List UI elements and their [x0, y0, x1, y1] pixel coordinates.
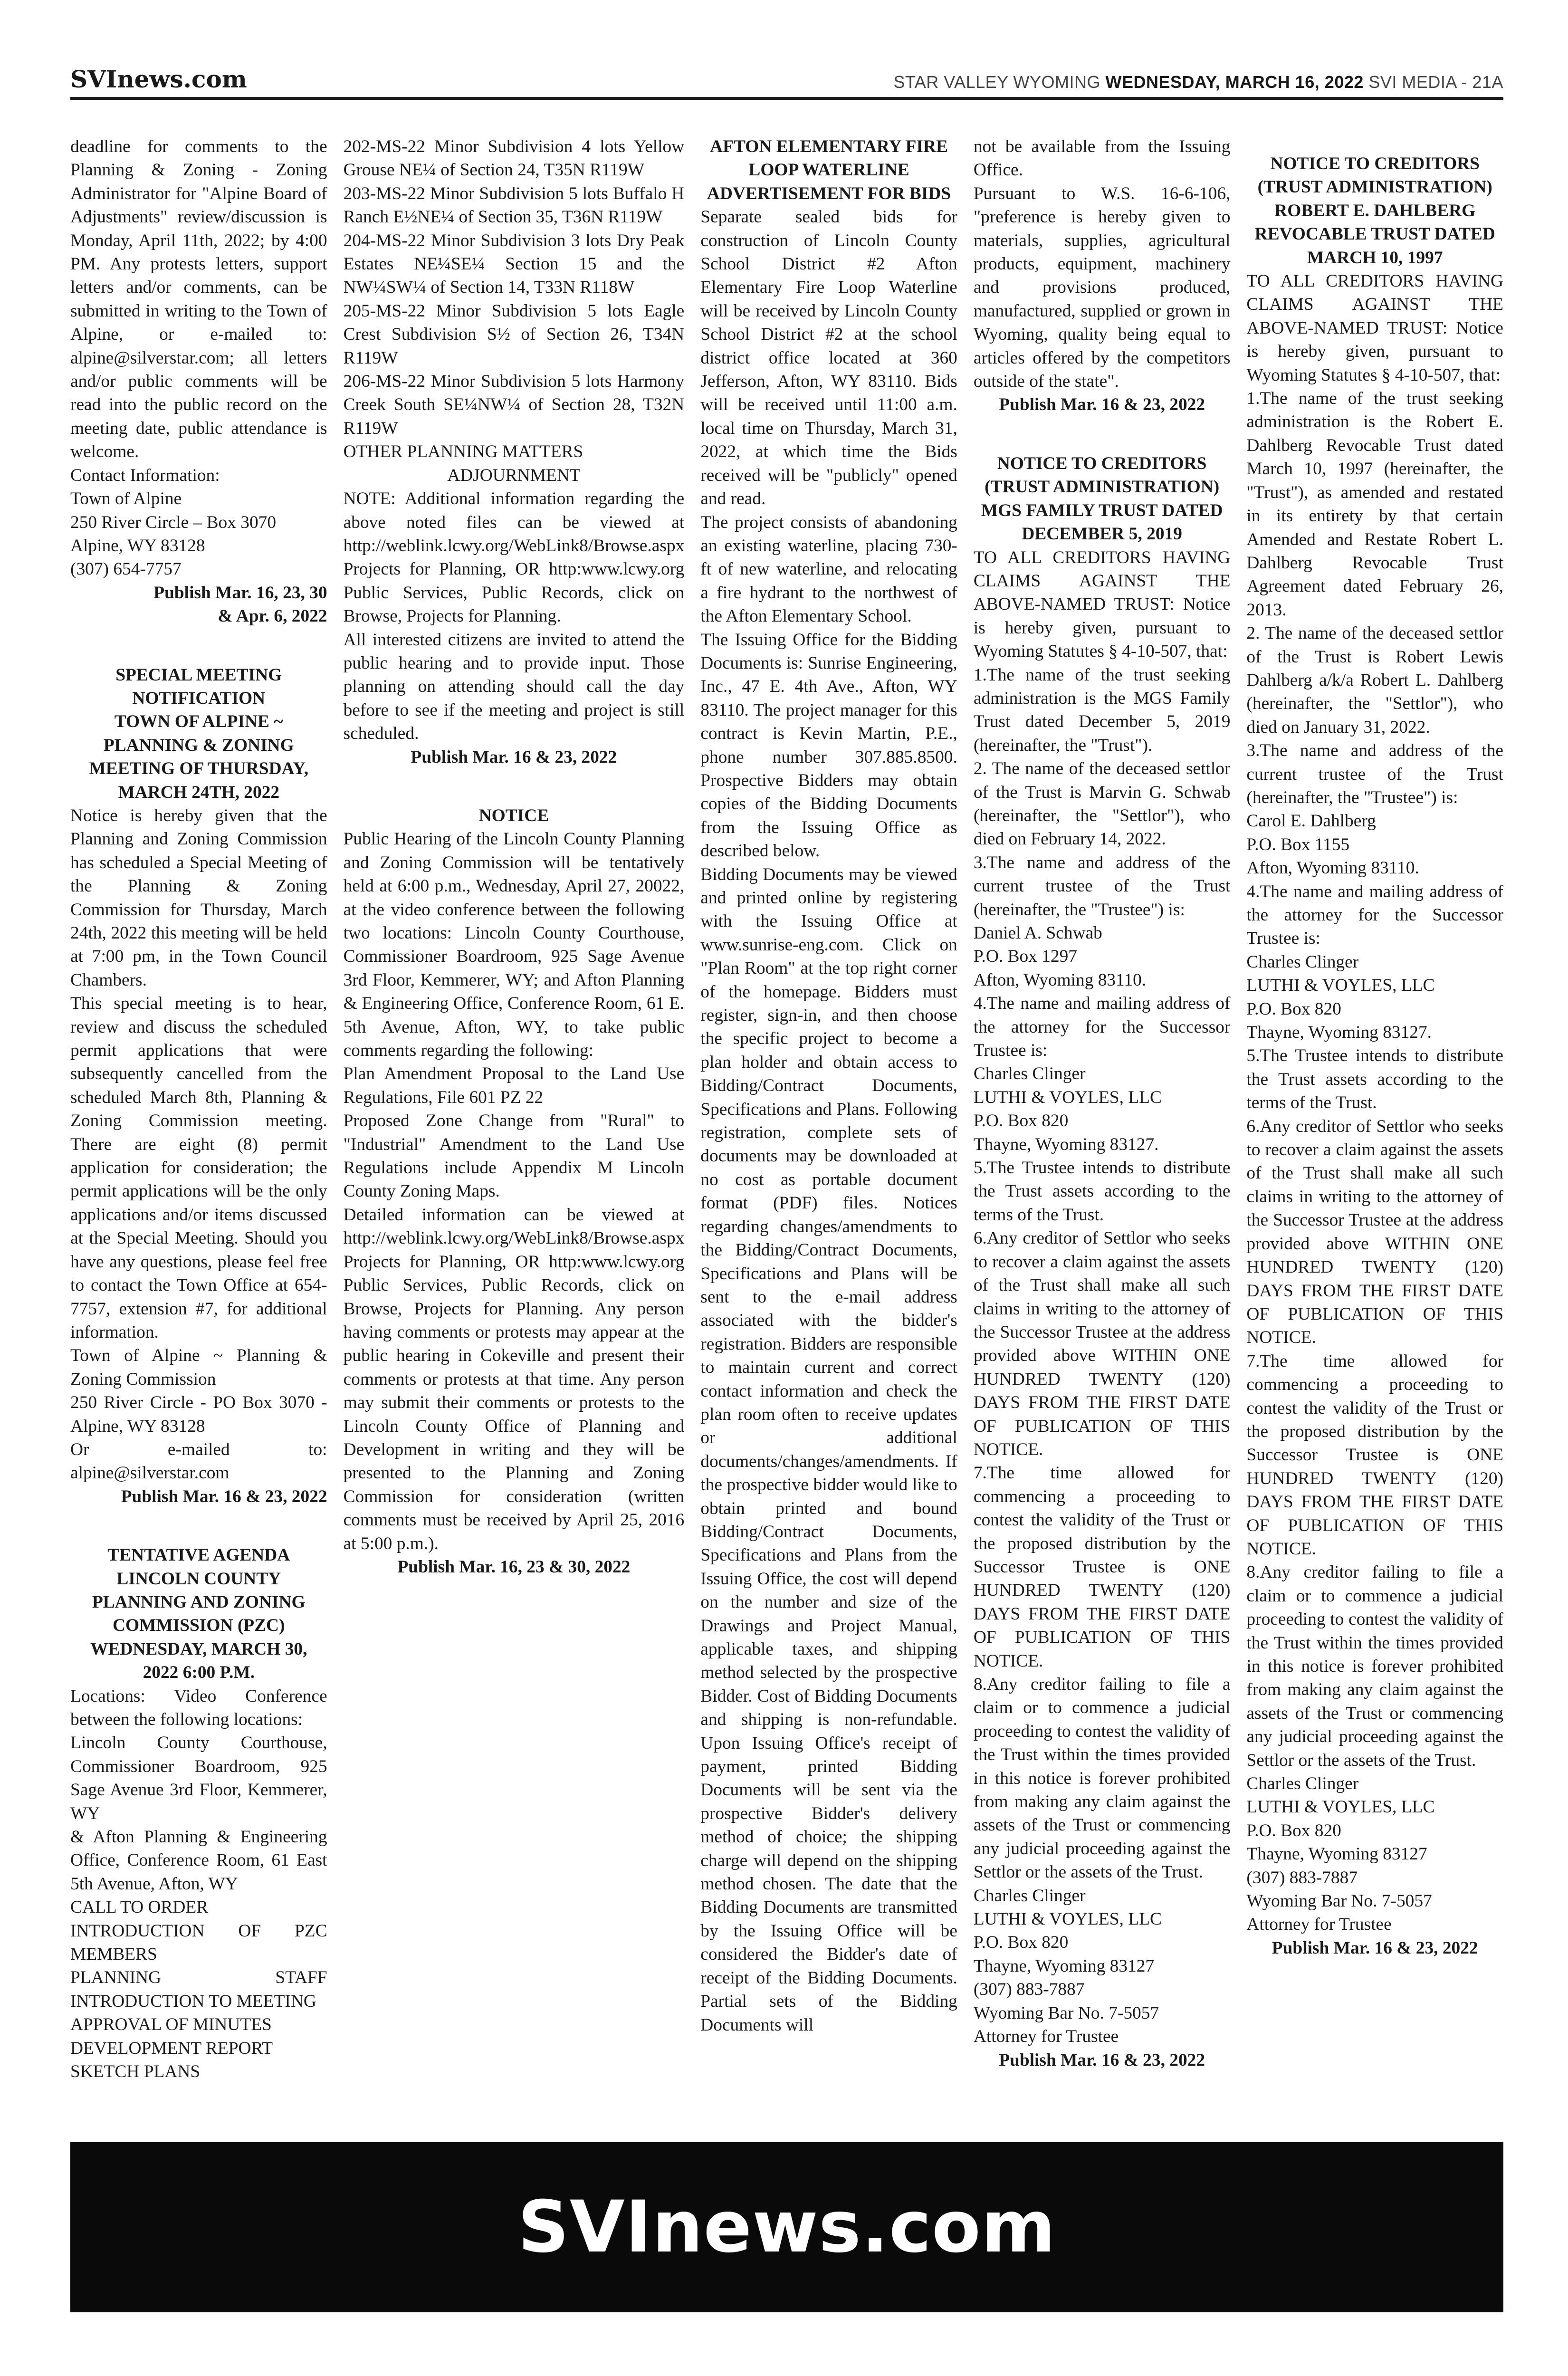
- notice-paragraph: LUTHI & VOYLES, LLC: [973, 1087, 1162, 1107]
- notice-paragraph: Contact Information:: [70, 465, 220, 485]
- notice-heading: NOTICE TO CREDITORS: [997, 453, 1207, 473]
- publish-dates: Publish Mar. 16 & 23, 2022: [121, 1486, 327, 1506]
- notice-heading: WEDNESDAY, MARCH 30,: [90, 1639, 307, 1659]
- notice-heading: REVOCABLE TRUST DATED: [1254, 224, 1495, 244]
- notice-paragraph: Bidding Documents may be viewed and printed online by registering with the Issuing Office at www.sunrise-eng.com. Click on "Plan Room" at the top right corner of the homepage. Bidders must register, sign-in, and then choose the specific project to become a plan holder and obtain access to Bidding/Contract Documents, Specifications and Plans. Following registration, complete sets of documents may be downloaded at no cost as portable document format (PDF) files. Notices regarding changes/amendments to the Bidding/Contract Documents, Specifications and Plans will be sent to the e-mail address associated with the bidder's registration. Bidders are responsible to maintain current and correct contact information and check the plan room often to receive updates or additional documents/changes/amendments. If the prospective bidder would like to obtain printed and bound Bidding/Contract Documents, Specifications and Plans from the Issuing Office, the cost will depend on the number and size of the Drawings and Project Manual, applicable taxes, and shipping method selected by the prospective Bidder. Cost of Bidding Documents and shipping is non-refundable. Upon Issuing Office's receipt of payment, printed Bidding Documents will be sent via the prospective Bidder's delivery method of choice; the shipping charge will depend on the shipping method chosen. The date that the Bidding Documents are transmitted by the Issuing Office will be considered the Bidder's date of receipt of the Bidding Documents. Partial sets of the Bidding Documents will: [700, 864, 957, 2035]
- notice-paragraph: Afton, Wyoming 83110.: [1246, 858, 1419, 878]
- notice-paragraph: PLANNING STAFF INTRODUCTION TO MEETING: [70, 1968, 327, 2011]
- notice-paragraph: (307) 883-7887: [1246, 1868, 1358, 1887]
- notice-separator: [70, 1508, 327, 1543]
- notice-paragraph: 202-MS-22 Minor Subdivision 4 lots Yellow Grouse NE¼ of Section 24, T35N R119W: [343, 137, 685, 180]
- notice-paragraph: Thayne, Wyoming 83127.: [973, 1134, 1159, 1154]
- notice-paragraph: Detailed information can be viewed at http://weblink.lcwy.org/WebLink8/Browse.aspx Projects for Planning, OR http:www.lcwy.org Public Services, Public Records, click on Browse, Projects for Planning. Any person having comments or protests may appear at the public hearing in Cokeville and present their comments or protests at that time. Any person may submit their comments or protests to the Lincoln County Office of Planning and Development in writing and they will be presented to the Planning and Zoning Commission for consideration (written comments must be received by April 25, 2016 at 5:00 p.m.).: [343, 1205, 685, 1553]
- notice-paragraph: 204-MS-22 Minor Subdivision 3 lots Dry Peak Estates NE¼SE¼ Section 15 and the NW¼SW¼ of Section 14, T33N R118W: [343, 230, 685, 297]
- notice-paragraph: LUTHI & VOYLES, LLC: [973, 1909, 1162, 1929]
- notice-paragraph: Carol E. Dahlberg: [1246, 811, 1376, 831]
- publish-dates: Publish Mar. 16 & 23, 2022: [411, 747, 617, 767]
- notice-paragraph: 6.Any creditor of Settlor who seeks to recover a claim against the assets of the Trust shall make all such claims in writing to the attorney of the Successor Trustee at the address provided above WITHIN ONE HUNDRED TWENTY (120) DAYS FROM THE FIRST DATE OF PUBLICATION OF THIS NOTICE.: [1246, 1116, 1503, 1348]
- notice-paragraph: CALL TO ORDER: [70, 1897, 209, 1917]
- legal-notices-columns: [70, 135, 1503, 2082]
- notice-heading: LINCOLN COUNTY: [116, 1569, 281, 1589]
- notice-paragraph: 250 River Circle - PO Box 3070 - Alpine, WY 83128: [70, 1393, 327, 1436]
- notice-paragraph: 3.The name and address of the current trustee of the Trust (hereinafter, the "Trustee") is:: [973, 853, 1231, 920]
- publish-dates: & Apr. 6, 2022: [218, 606, 327, 626]
- notice-paragraph: 1.The name of the trust seeking administration is the Robert E. Dahlberg Revocable Trust dated March 10, 1997 (hereinafter, the "Trust"), as amended and restated in its entirety by that certain Amended and Restate Robert L. Dahlberg Revocable Trust Agreement dated February 26, 2013.: [1246, 389, 1503, 620]
- notice-heading: TENTATIVE AGENDA: [107, 1545, 290, 1565]
- notice-paragraph: 2. The name of the deceased settlor of the Trust is Robert Lewis Dahlberg a/k/a Robert L. Dahlberg (hereinafter, the "Settlor"), who died on January 31, 2022.: [1246, 623, 1503, 737]
- notice-heading: 2022 6:00 P.M.: [143, 1663, 255, 1683]
- notice-paragraph: Notice is hereby given that the Planning and Zoning Commission has scheduled a Special Meeting of the Planning & Zoning Commission for Thursday, March 24th, 2022 this meeting will be held at 7:00 pm, in the Town Council Chambers.: [70, 805, 327, 990]
- notice-paragraph: 8.Any creditor failing to file a claim or to commence a judicial proceeding to contest the validity of the Trust within the times provided in this notice is forever prohibited from making any claim against the assets of the Trust or commencing any judicial proceeding against the Settlor or the assets of the Trust.: [1246, 1562, 1503, 1770]
- notice-paragraph: TO ALL CREDITORS HAVING CLAIMS AGAINST THE ABOVE-NAMED TRUST: Notice is hereby given, pursuant to Wyoming Statutes § 4-10-507, that:: [1246, 271, 1503, 385]
- notice-paragraph: Wyoming Bar No. 7-5057: [973, 2003, 1159, 2023]
- notice-paragraph: (307) 883-7887: [973, 1980, 1085, 2000]
- notice-paragraph: The project consists of abandoning an existing waterline, placing 730-ft of new waterline, and relocating a fire hydrant to the northwest of the Afton Elementary School.: [700, 512, 957, 626]
- page-masthead: [70, 64, 1503, 100]
- column-5: [1246, 135, 1503, 2084]
- notice-heading: ROBERT E. DAHLBERG: [1274, 201, 1476, 220]
- notice-paragraph: Charles Clinger: [973, 1886, 1086, 1906]
- notice-heading: MARCH 24TH, 2022: [118, 782, 280, 802]
- publish-dates: Publish Mar. 16 & 23, 2022: [1272, 1938, 1478, 1958]
- notice-heading: NOTICE TO CREDITORS: [1270, 154, 1480, 173]
- notice-paragraph: deadline for comments to the Planning & Zoning - Zoning Administrator for "Alpine Board of Adjustments" review/discussion is Monday, April 11th, 2022; by 4:00 PM. Any protests letters, support letters and/or comments, can be submitted in writing to the Town of Alpine, or e-mailed to: alpine@silverstar.com; all letters and/or public comments will be read into the public record on the meeting date, public attendance is welcome.: [70, 137, 327, 462]
- banner-site-name[interactable]: SVInews.com: [517, 2186, 1056, 2269]
- notice-heading: PLANNING AND ZONING: [92, 1592, 306, 1612]
- notice-paragraph: Public Hearing of the Lincoln County Planning and Zoning Commission will be tentatively held at 6:00 p.m., Wednesday, April 27, 20022, at the video conference between the following two locations: Lincoln County Courthouse, Commissioner Boardroom, 925 Sage Avenue 3rd Floor, Kemmerer, WY; and Afton Planning & Engineering Office, Conference Room, 61 E. 5th Avenue, Afton, WY, to take public comments regarding the following:: [343, 829, 685, 1061]
- notice-paragraph: LUTHI & VOYLES, LLC: [1246, 976, 1435, 996]
- notice-heading: DECEMBER 5, 2019: [1022, 524, 1182, 544]
- notice-paragraph: Proposed Zone Change from "Rural" to "Industrial" Amendment to the Land Use Regulations include Appendix M Lincoln County Zoning Maps.: [343, 1111, 685, 1201]
- notice-heading: MGS FAMILY TRUST DATED: [981, 500, 1223, 520]
- notice-paragraph: Daniel A. Schwab: [973, 923, 1102, 943]
- notice-paragraph: 2. The name of the deceased settlor of the Trust is Marvin G. Schwab (hereinafter, the "Settlor"), who died on February 14, 2022.: [973, 759, 1231, 849]
- agenda-item: ADJOURNMENT: [447, 465, 581, 485]
- dateline-location: STAR VALLEY WYOMING: [893, 72, 1106, 92]
- notice-paragraph: 1.The name of the trust seeking administration is the MGS Family Trust dated December 5, 2019 (hereinafter, the "Trust").: [973, 665, 1231, 755]
- notice-paragraph: 250 River Circle – Box 3070: [70, 512, 277, 532]
- column-2: [344, 135, 685, 2084]
- notice-paragraph: Locations: Video Conference between the following locations:: [70, 1686, 327, 1729]
- notice-paragraph: 5.The Trustee intends to distribute the Trust assets according to the terms of the Trust.: [973, 1158, 1231, 1225]
- notice-paragraph: P.O. Box 820: [1246, 999, 1341, 1019]
- notice-heading: (TRUST ADMINISTRATION): [985, 477, 1220, 497]
- publish-dates: Publish Mar. 16, 23, 30: [153, 583, 327, 603]
- notice-paragraph: P.O. Box 1155: [1246, 834, 1350, 854]
- notice-separator: [974, 417, 1231, 452]
- notice-paragraph: Charles Clinger: [973, 1064, 1086, 1084]
- notice-paragraph: 3.The name and address of the current trustee of the Trust (hereinafter, the "Trustee") is:: [1246, 741, 1503, 807]
- notice-heading: TOWN OF ALPINE ~: [114, 712, 283, 732]
- notice-heading: MARCH 10, 1997: [1307, 248, 1443, 268]
- notice-paragraph: This special meeting is to hear, review and discuss the scheduled permit applications that were subsequently cancelled from the scheduled March 8th, Planning & Zoning Commission meeting. There are eight (8) permit application for consideration; the permit applications will be the only applications and/or items discussed at the Special Meeting. Should you have any questions, please feel free to contact the Town Office at 654-7757, extension #7, for additional information.: [70, 994, 327, 1342]
- notice-heading: PLANNING & ZONING: [103, 735, 294, 755]
- notice-heading: MEETING OF THURSDAY,: [89, 759, 309, 779]
- column-top-spacer: [1246, 135, 1503, 152]
- notice-paragraph: All interested citizens are invited to attend the public hearing and to provide input. Those planning on attending should call the day before to see if the meeting and project is still scheduled.: [343, 630, 685, 744]
- footer-banner: [70, 2142, 1503, 2312]
- column-3: [700, 135, 957, 2084]
- notice-paragraph: Thayne, Wyoming 83127.: [1246, 1023, 1432, 1043]
- notice-heading: NOTICE: [478, 805, 549, 825]
- column-4: [974, 135, 1231, 2084]
- notice-paragraph: Town of Alpine: [70, 489, 182, 509]
- notice-paragraph: not be available from the Issuing Office.: [973, 137, 1231, 180]
- notice-paragraph: & Afton Planning & Engineering Office, Conference Room, 61 East 5th Avenue, Afton, WY: [70, 1827, 327, 1894]
- notice-separator: [344, 769, 685, 804]
- notice-heading: AFTON ELEMENTARY FIRE: [710, 137, 948, 156]
- publish-dates: Publish Mar. 16 & 23, 2022: [999, 395, 1205, 415]
- notice-paragraph: Charles Clinger: [1246, 952, 1359, 972]
- notice-paragraph: LUTHI & VOYLES, LLC: [1246, 1797, 1435, 1817]
- notice-paragraph: Thayne, Wyoming 83127: [1246, 1844, 1427, 1864]
- notice-paragraph: 7.The time allowed for commencing a proceeding to contest the validity of the Trust or the proposed distribution by the Successor Trustee is ONE HUNDRED TWENTY (120) DAYS FROM THE FIRST DATE OF PUBLICATION OF THIS NOTICE.: [1246, 1351, 1503, 1559]
- notice-paragraph: (307) 654-7757: [70, 559, 182, 579]
- column-1: [70, 135, 327, 2084]
- notice-heading: SPECIAL MEETING: [115, 665, 282, 685]
- site-name[interactable]: SVInews.com: [70, 65, 247, 93]
- notice-paragraph: P.O. Box 820: [1246, 1820, 1341, 1840]
- notice-paragraph: 4.The name and mailing address of the attorney for the Successor Trustee is:: [973, 994, 1231, 1061]
- notice-paragraph: Separate sealed bids for construction of Lincoln County School District #2 Afton Elementary Fire Loop Waterline will be received by Lincoln County School District #2 at the school district office located at 360 Jefferson, Afton, WY 83110. Bids will be received until 11:00 a.m. local time on Thursday, March 31, 2022, at which time the Bids received will be "publicly" opened and read.: [700, 207, 957, 509]
- notice-paragraph: Alpine, WY 83128: [70, 536, 205, 556]
- notice-paragraph: P.O. Box 820: [973, 1111, 1069, 1131]
- notice-paragraph: INTRODUCTION OF PZC MEMBERS: [70, 1921, 327, 1964]
- notice-paragraph: 206-MS-22 Minor Subdivision 5 lots Harmony Creek South SE¼NW¼ of Section 28, T32N R119W: [343, 372, 685, 438]
- notice-paragraph: The Issuing Office for the Bidding Documents is: Sunrise Engineering, Inc., 47 E. 4th Ave., Afton, WY 83110. The project manager for this contract is Kevin Martin, P.E., phone number 307.885.8500. Prospective Bidders may obtain copies of the Bidding Documents from the Issuing Office as described below.: [700, 630, 957, 861]
- notice-paragraph: Thayne, Wyoming 83127: [973, 1956, 1155, 1976]
- notice-paragraph: OTHER PLANNING MATTERS: [343, 442, 583, 462]
- notice-paragraph: Attorney for Trustee: [1246, 1915, 1392, 1935]
- notice-heading: LOOP WATERLINE: [748, 160, 909, 180]
- notice-heading: COMMISSION (PZC): [113, 1616, 285, 1636]
- notice-paragraph: Pursuant to W.S. 16-6-106, "preference is hereby given to materials, supplies, agricultural products, equipment, machinery and provisions produced, manufactured, supplied or grown in Wyoming, quality being equal to articles offered by the competitors outside of the state".: [973, 183, 1231, 392]
- notice-paragraph: TO ALL CREDITORS HAVING CLAIMS AGAINST THE ABOVE-NAMED TRUST: Notice is hereby given, pursuant to Wyoming Statutes § 4-10-507, that:: [973, 547, 1231, 661]
- notice-paragraph: Wyoming Bar No. 7-5057: [1246, 1891, 1432, 1911]
- notice-paragraph: Attorney for Trustee: [973, 2027, 1119, 2047]
- notice-paragraph: Or e-mailed to: alpine@silverstar.com: [70, 1439, 327, 1483]
- notice-paragraph: APPROVAL OF MINUTES: [70, 2015, 272, 2035]
- notice-paragraph: P.O. Box 820: [973, 1933, 1069, 1953]
- notice-paragraph: Lincoln County Courthouse, Commissioner Boardroom, 925 Sage Avenue 3rd Floor, Kemmerer, WY: [70, 1733, 327, 1823]
- notice-paragraph: P.O. Box 1297: [973, 947, 1077, 967]
- notice-paragraph: 8.Any creditor failing to file a claim or to commence a judicial proceeding to contest the validity of the Trust within the times provided in this notice is forever prohibited from making any claim against the assets of the Trust or commencing any judicial proceeding against the Settlor or the assets of the Trust.: [973, 1675, 1231, 1882]
- notice-paragraph: 5.The Trustee intends to distribute the Trust assets according to the terms of the Trust.: [1246, 1046, 1503, 1113]
- notice-separator: [70, 628, 327, 663]
- notice-heading: (TRUST ADMINISTRATION): [1257, 177, 1492, 197]
- page-dateline: [893, 72, 1503, 97]
- notice-paragraph: 205-MS-22 Minor Subdivision 5 lots Eagle Crest Subdivision S½ of Section 26, T34N R119W: [343, 301, 685, 368]
- notice-paragraph: 6.Any creditor of Settlor who seeks to recover a claim against the assets of the Trust shall make all such claims in writing to the attorney of the Successor Trustee at the address provided above WITHIN ONE HUNDRED TWENTY (120) DAYS FROM THE FIRST DATE OF PUBLICATION OF THIS NOTICE.: [973, 1228, 1231, 1459]
- notice-paragraph: DEVELOPMENT REPORT: [70, 2038, 273, 2058]
- notice-paragraph: 203-MS-22 Minor Subdivision 5 lots Buffalo H Ranch E½NE¼ of Section 35, T36N R119W: [343, 183, 685, 227]
- notice-heading: NOTIFICATION: [132, 688, 266, 708]
- notice-paragraph: Charles Clinger: [1246, 1774, 1359, 1794]
- notice-paragraph: SKETCH PLANS: [70, 2062, 201, 2082]
- notice-paragraph: Plan Amendment Proposal to the Land Use Regulations, File 601 PZ 22: [343, 1064, 685, 1107]
- publish-dates: Publish Mar. 16 & 23, 2022: [999, 2050, 1205, 2070]
- notice-paragraph: 7.The time allowed for commencing a proceeding to contest the validity of the Trust or the proposed distribution by the Successor Trustee is ONE HUNDRED TWENTY (120) DAYS FROM THE FIRST DATE OF PUBLICATION OF THIS NOTICE.: [973, 1463, 1231, 1671]
- notice-paragraph: Afton, Wyoming 83110.: [973, 970, 1147, 990]
- notice-paragraph: Town of Alpine ~ Planning & Zoning Commission: [70, 1346, 327, 1389]
- publish-dates: Publish Mar. 16, 23 & 30, 2022: [397, 1557, 631, 1577]
- dateline-section: SVI MEDIA - 21A: [1363, 72, 1503, 92]
- dateline-date: WEDNESDAY, MARCH 16, 2022: [1105, 72, 1364, 92]
- notice-paragraph: NOTE: Additional information regarding the above noted files can be viewed at http://weblink.lcwy.org/WebLink8/Browse.aspx Projects for Planning, OR http:www.lcwy.org Public Services, Public Records, click on Browse, Projects for Planning.: [343, 489, 685, 626]
- notice-heading: ADVERTISEMENT FOR BIDS: [707, 183, 951, 203]
- notice-paragraph: 4.The name and mailing address of the attorney for the Successor Trustee is:: [1246, 881, 1503, 948]
